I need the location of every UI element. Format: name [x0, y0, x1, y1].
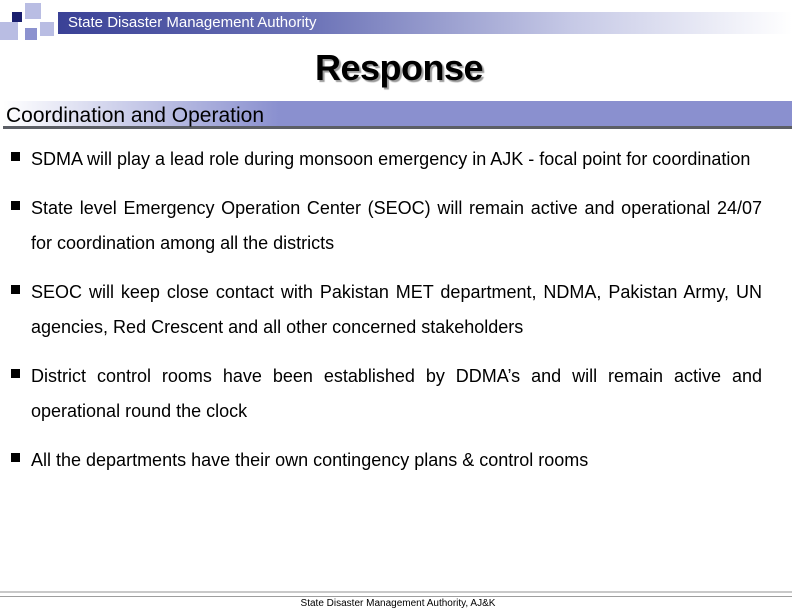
footer-divider [0, 596, 792, 597]
bullet-square-icon [11, 285, 20, 294]
decorative-square-light [25, 3, 41, 19]
decorative-square-light [0, 22, 18, 40]
bullet-text: SDMA will play a lead role during monsoon emergency in AJK - focal point for coordination [31, 149, 751, 169]
bullet-list [10, 142, 762, 492]
bullet-square-icon [11, 369, 20, 378]
bullet-text: SEOC will keep close contact with Pakistan MET department, NDMA, Pakistan Army, UN agencies, Red Crescent and all other concerned stakeholders [31, 282, 762, 337]
bullet-item [10, 359, 762, 429]
slide-title: Response [314, 47, 484, 88]
bullet-square-icon [11, 152, 20, 161]
decorative-square-light [40, 22, 54, 36]
bullet-text: All the departments have their own contingency plans & control rooms [31, 450, 589, 470]
bullet-item [10, 142, 762, 177]
section-heading: Coordination and Operation [6, 104, 265, 127]
header-organization: State Disaster Management Authority [68, 14, 317, 31]
bullet-text: State level Emergency Operation Center (SEOC) will remain active and operational 24/07 for coordination among all the districts [31, 198, 762, 253]
bullet-square-icon [11, 453, 20, 462]
footer-divider [0, 591, 792, 593]
bullet-item [10, 443, 762, 478]
bullet-item [10, 191, 762, 261]
footer-text: State Disaster Management Authority, AJ&K [300, 598, 496, 609]
decorative-square-dark [12, 12, 22, 22]
bullet-text: District control rooms have been established by DDMA’s and will remain active and operational round the clock [31, 366, 762, 421]
bullet-square-icon [11, 201, 20, 210]
bullet-item [10, 275, 762, 345]
decorative-square-mid [25, 28, 37, 40]
